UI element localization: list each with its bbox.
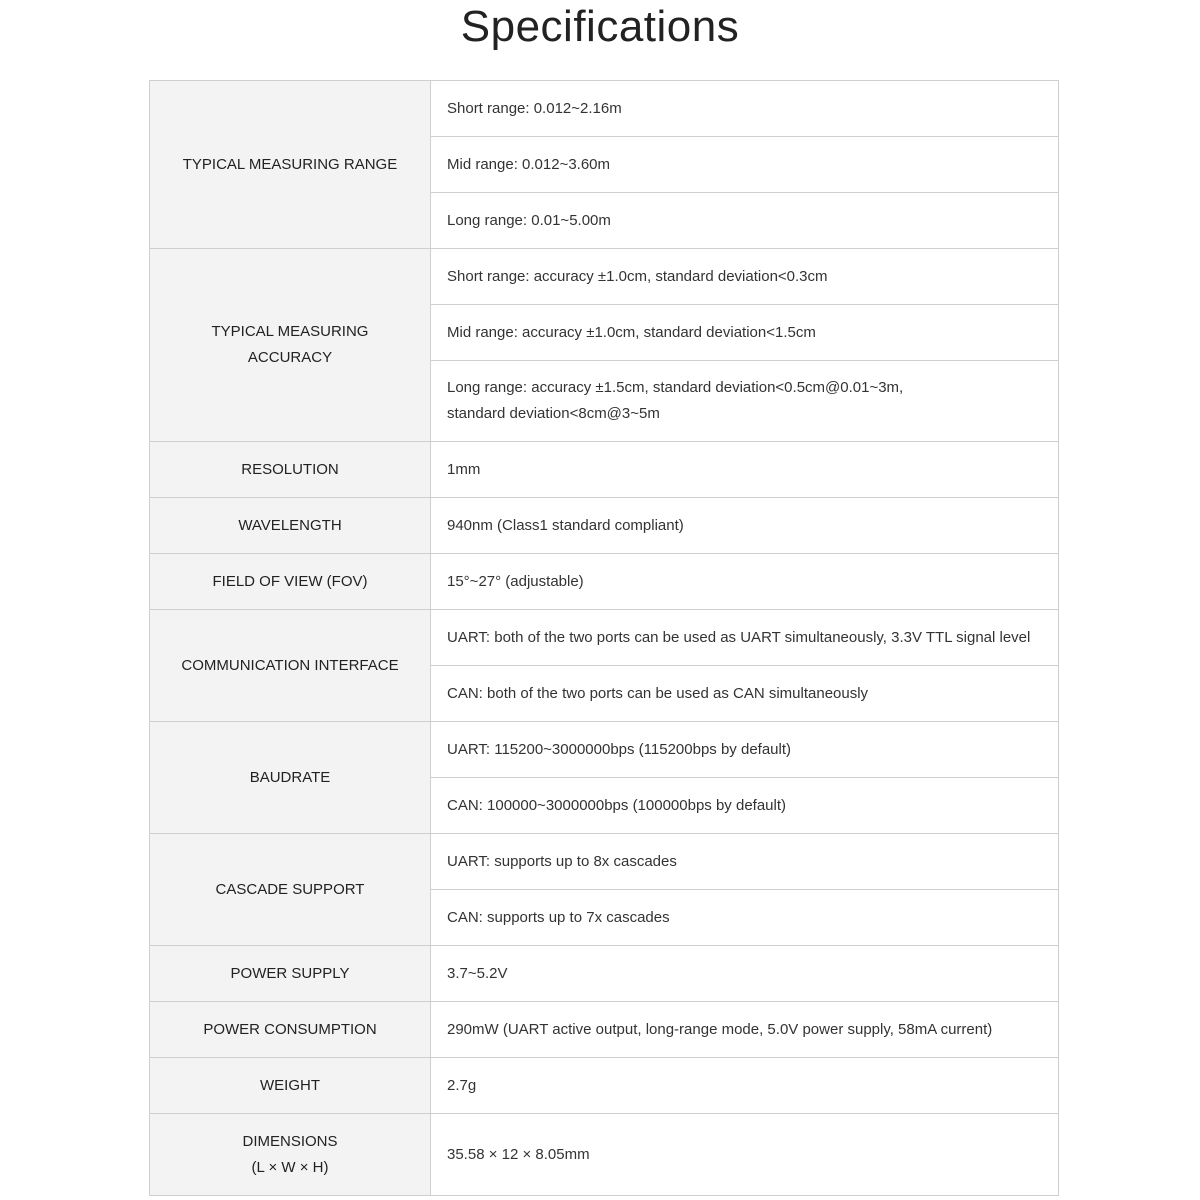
table-row: [150, 81, 1059, 137]
spec-value: CAN: 100000~3000000bps (100000bps by default): [431, 778, 1059, 834]
spec-label: TYPICAL MEASURING RANGE: [150, 81, 431, 249]
table-row: [150, 610, 1059, 666]
table-row: [150, 1114, 1059, 1196]
spec-label: POWER CONSUMPTION: [150, 1002, 431, 1058]
table-row: [150, 554, 1059, 610]
table-row: [150, 249, 1059, 305]
spec-label: RESOLUTION: [150, 442, 431, 498]
spec-label: WAVELENGTH: [150, 498, 431, 554]
spec-value: 2.7g: [431, 1058, 1059, 1114]
spec-value: CAN: supports up to 7x cascades: [431, 890, 1059, 946]
spec-value: Long range: accuracy ±1.5cm, standard deviation<0.5cm@0.01~3m, standard deviation<8cm@3~5m: [431, 361, 1059, 442]
spec-label-sub: (L × W × H): [251, 1158, 329, 1176]
spec-value: Long range: 0.01~5.00m: [431, 193, 1059, 249]
spec-value: 15°~27° (adjustable): [431, 554, 1059, 610]
spec-value: UART: supports up to 8x cascades: [431, 834, 1059, 890]
spec-value: 1mm: [431, 442, 1059, 498]
table-row: [150, 442, 1059, 498]
spec-label: COMMUNICATION INTERFACE: [150, 610, 431, 722]
spec-label: DIMENSIONS: [242, 1132, 338, 1150]
spec-value: Short range: accuracy ±1.0cm, standard deviation<0.3cm: [431, 249, 1059, 305]
spec-value: 290mW (UART active output, long-range mode, 5.0V power supply, 58mA current): [431, 1002, 1059, 1058]
spec-value: Mid range: 0.012~3.60m: [431, 137, 1059, 193]
page-title: Specifications: [460, 2, 740, 51]
spec-value: 35.58 × 12 × 8.05mm: [431, 1114, 1059, 1196]
table-row: [150, 946, 1059, 1002]
table-row: [150, 722, 1059, 778]
spec-label-cell: [150, 1114, 431, 1196]
specifications-table: [149, 80, 1059, 1196]
spec-label: CASCADE SUPPORT: [150, 834, 431, 946]
spec-value: Mid range: accuracy ±1.0cm, standard deviation<1.5cm: [431, 305, 1059, 361]
spec-label: BAUDRATE: [150, 722, 431, 834]
spec-value: UART: 115200~3000000bps (115200bps by default): [431, 722, 1059, 778]
table-row: [150, 834, 1059, 890]
spec-value: UART: both of the two ports can be used as UART simultaneously, 3.3V TTL signal level: [431, 610, 1059, 666]
table-row: [150, 1002, 1059, 1058]
spec-value: CAN: both of the two ports can be used as CAN simultaneously: [431, 666, 1059, 722]
spec-value: 940nm (Class1 standard compliant): [431, 498, 1059, 554]
spec-value: Short range: 0.012~2.16m: [431, 81, 1059, 137]
table-row: [150, 498, 1059, 554]
spec-label: POWER SUPPLY: [150, 946, 431, 1002]
spec-label: FIELD OF VIEW (FOV): [150, 554, 431, 610]
spec-value: 3.7~5.2V: [431, 946, 1059, 1002]
table-row: [150, 1058, 1059, 1114]
spec-label: TYPICAL MEASURING ACCURACY: [150, 249, 431, 442]
spec-label: WEIGHT: [150, 1058, 431, 1114]
